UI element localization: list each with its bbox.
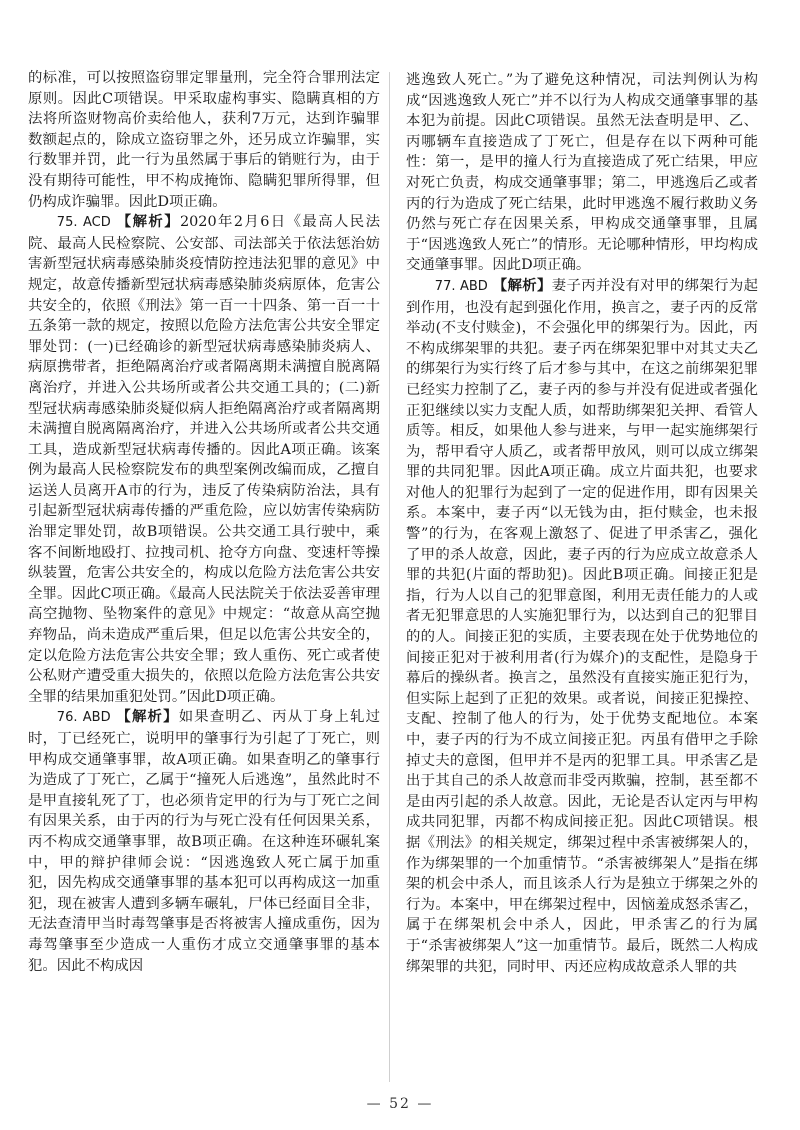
right-column — [406, 70, 758, 977]
question-number: 75. ACD — [56, 215, 111, 231]
answer-text: 妻子丙并没有对甲的绑架行为起到作用，也没有起到强化作用，换言之，妻子丙的反常举动(不支付赎金)，不会强化甲的绑架行为。因此，丙不构成绑架罪的共犯。妻子丙在绑架犯罪中对其丈夫乙的绑架行为实行终了后才参与其中，在这之前绑架犯罪已经实力控制了乙，妻子丙的参与并没有促进或者强化正犯继续以实力支配人质，如帮助绑架犯关押、看管人质等。相反，如果他人参与进来，与甲一起实施绑架行为，帮甲看守人质乙，或者帮甲放风，则可以成立绑架罪的共同犯罪。因此A项正确。成立片面共犯，也要求对他人的犯罪行为起到了一定的促进作用，即有因果关系。本案中，妻子丙“以无钱为由，拒付赎金，也未报警”的行为，在客观上激怒了、促进了甲杀害乙，强化了甲的杀人故意，因此，妻子丙的行为应成立故意杀人罪的共犯(片面的帮助犯)。因此B项正确。间接正犯是指，行为人以自己的犯罪意图，利用无责任能力的人或者无犯罪意思的人实施犯罪行为，以达到自己的犯罪目的的人。间接正犯的实质，主要表现在处于优势地位的间接正犯对于被利用者(行为媒介)的支配性，是隐身于幕后的操纵者。换言之，虽然没有直接实施正犯行为，但实际上起到了正犯的效果。或者说，间接正犯操控、支配、控制了他人的行为，处于优势支配地位。本案中，妻子丙的行为不成立间接正犯。丙虽有借甲之手除掉丈夫的意图，但甲并不是丙的犯罪工具。甲杀害乙是出于其自己的杀人故意而非受丙欺骗，控制，甚至都不是由丙引起的杀人故意。因此，无论是否认定丙与甲构成共同犯罪，丙都不构成间接正犯。因此C项错误。根据《刑法》的相关规定，绑架过程中杀害被绑架人的，作为绑架罪的一个加重情节。“杀害被绑架人”是指在绑架的机会中杀人，而且该杀人行为是独立于绑架之外的行为。本案中，甲在绑架过程中，因恼羞成怒杀害乙，属于在绑架机会中杀人，因此，甲杀害乙的行为属于“杀害被绑架人”这一加重情节。最后，既然二人构成绑架罪的共犯，同时甲、丙还应构成故意杀人罪的共 — [406, 277, 758, 975]
left-column — [28, 68, 380, 976]
question-number: 77. ABD — [434, 278, 488, 294]
question-number: 76. ABD — [56, 710, 111, 726]
page-number: — 52 — — [366, 1096, 434, 1112]
answer-76 — [28, 707, 380, 976]
answer-text: 如果查明乙、丙从丁身上轧过时，丁已经死亡，说明甲的肇事行为引起了丁死亡，则甲构成交通肇事罪，故A项正确。如果查明乙的肇事行为造成了丁死亡，乙属于“撞死人后逃逸”，虽然此时不是甲直接轧死了丁，也必须肯定甲的行为与丁死亡之间有因果关系，由于丙的行为与死亡没有任何因果关系，丙不构成交通肇事罪，故B项正确。在这种连环碾轧案中，甲的辩护律师会说：“因逃逸致人死亡属于加重犯，因先构成交通肇事罪的基本犯可以再构成这一加重犯，现在被害人遭到多辆车碾轧，尸体已经面目全非，无法查清甲当时毒驾肇事是否将被害人撞成重伤，因为毒驾肇事至少造成一人重伤才成立交通肇事罪的基本犯。因此不构成因 — [28, 709, 380, 974]
answer-75 — [28, 212, 380, 707]
answer-text: 2020年2月6日《最高人民法院、最高人民检察院、公安部、司法部关于依法惩治妨害新型冠状病毒感染肺炎疫情防控违法犯罪的意见》中规定，故意传播新型冠状病毒感染肺炎病原体，危害公共安全的，依照《刑法》第一百一十四条、第一百一十五条第一款的规定，按照以危险方法危害公共安全罪定罪处罚：(一)已经确诊的新型冠状病毒感染肺炎病人、病原携带者，拒绝隔离治疗或者隔离期未满擅自脱离隔离治疗，并进入公共场所或者公共交通工具的；(二)新型冠状病毒感染肺炎疑似病人拒绝隔离治疗或者隔离期未满擅自脱离隔离治疗，并进入公共场所或者公共交通工具，造成新型冠状病毒传播的。因此A项正确。该案例为最高人民检察院发布的典型案例改编而成，乙擅自运送人员离开A市的行为，违反了传染病防治法，具有引起新型冠状病毒传播的严重危险，应以妨害传染病防治罪定罪处罚，故B项错误。公共交通工具行驶中，乘客不间断地殴打、拉拽司机、抢夺方向盘、变速杆等操纵装置，危害公共安全的，构成以危险方法危害公共安全罪。因此C项正确。《最高人民法院关于依法妥善审理高空抛物、坠物案件的意见》中规定：“故意从高空抛弃物品，尚未造成严重后果，但足以危害公共安全的，定以危险方法危害公共安全罪；致人重伤、死亡或者使公私财产遭受重大损失的，依照以危险方法危害公共安全罪的结果加重犯处罚。”因此D项正确。 — [28, 214, 381, 705]
column-divider — [389, 72, 390, 1082]
analysis-tag: 【解析】 — [116, 709, 179, 726]
continued-paragraph: 逃逸致人死亡。”为了避免这种情况，司法判例认为构成“因逃逸致人死亡”并不以行为人构成交通肇事罪的基本犯为前提。因此C项错误。虽然无法查明是甲、乙、丙哪辆车直接造成了丁死亡，但是存在以下两种可能性：第一，是甲的撞人行为直接造成了死亡结果，甲应对死亡负责，构成交通肇事罪；第二，甲逃逸后乙或者丙的行为造成了死亡结果，此时甲逃逸不履行救助义务仍然与死亡存在因果关系，甲构成交通肇事罪，且属于“因逃逸致人死亡”的情形。无论哪种情形，甲均构成交通肇事罪。因此D项正确。 — [406, 72, 758, 274]
answer-77 — [406, 276, 758, 977]
analysis-tag: 【解析】 — [116, 214, 180, 231]
continued-paragraph: 的标准，可以按照盗窃罪定罪量刑，完全符合罪刑法定原则。因此C项错误。甲采取虚构事实、隐瞒真相的方法将所盗财物高价卖给他人，获利7万元，达到诈骗罪数额起点的，除成立盗窃罪之外，还另成立诈骗罪，实行数罪并罚，此一行为虽然属于事后的销赃行为，由于没有期待可能性，甲不构成掩饰、隐瞒犯罪所得罪，但仍构成诈骗罪。因此D项正确。 — [28, 70, 380, 210]
analysis-tag: 【解析】 — [492, 277, 552, 294]
